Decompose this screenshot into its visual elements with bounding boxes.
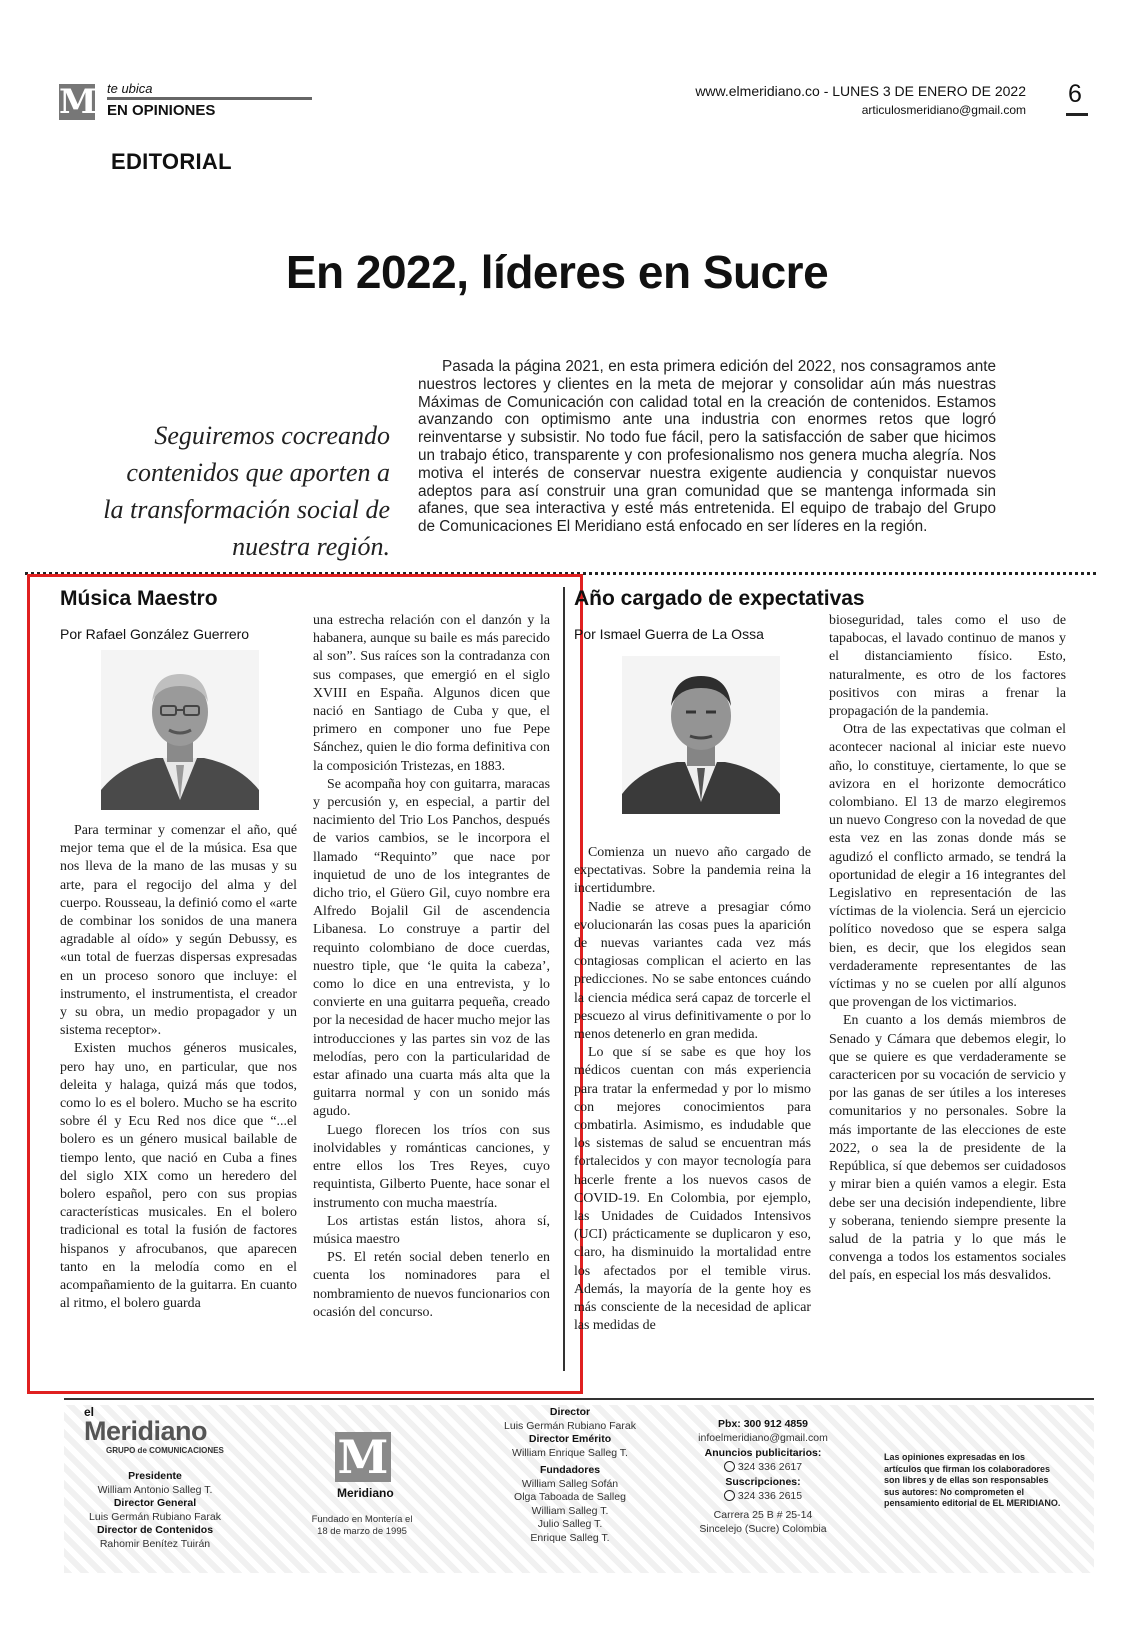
director-emerito-name: William Enrique Salleg T. [512, 1446, 628, 1459]
column1-byline: Por Rafael González Guerrero [60, 626, 250, 642]
column1-text-left [60, 822, 297, 1313]
paragraph: Los artistas están listos, ahora sí, música maestro [313, 1213, 550, 1247]
column-divider [563, 587, 565, 1371]
column2-text-right [829, 612, 1066, 1286]
paragraph: En cuanto a los demás miembros de Senado y Cámara que debemos elegir, lo que se quiere es que verdaderamente se caractericen por su vocación de servicio y por las ganas de ser útiles a los intereses comunitarios y no personales. Sobre la más importante de las elecciones de este 2022, o sea la de presidente de la República, sí que debemos ser cuidadosos y mirar bien a quién vamos a elegir. Esta debe ser una decisión independiente, libre y soberana, teniendo siempre presente la salud de la patria y lo que más le convenga a todos los estamentos sociales del país, en especial los más desvalidos. [829, 1013, 1066, 1284]
anuncios-phone: 324 336 2617 [737, 1460, 803, 1473]
fundador: William Salleg Sofán [521, 1477, 619, 1490]
footer-rule [64, 1398, 1094, 1400]
logo-footer-name: Meridiano [337, 1486, 394, 1500]
author-photo-guerra [622, 656, 780, 814]
fundador: Julio Salleg T. [537, 1518, 603, 1530]
paragraph: Existen muchos géneros musicales, pero hay uno, en particular, que nos deleita y halaga, quizá más que todos, como lo es el bolero. Mucho se ha escrito sobre él y Ecu Red nos dice que “...el bolero es un género musical bailable de tiempo lento, que nació en Cuba a fines del siglo XIX como un heredero del bolero español, pero con sus propias características musicales. En el bolero tradicional es total la fusión de factores hispanos y afrocubanos, que aparecen tanto en la melodía como en el acompañamiento de la guitarra. En cuanto al ritmo, el bolero guarda [60, 1041, 297, 1312]
dateline: www.elmeridiano.co - LUNES 3 DE ENERO DE 2022 [695, 83, 1026, 99]
presidente-name: William Antonio Salleg T. [97, 1483, 213, 1496]
whatsapp-icon [724, 1461, 735, 1472]
contact-email: infoelmeridiano@gmail.com [698, 1431, 828, 1444]
suscripciones-phone: 324 336 2615 [737, 1489, 803, 1502]
en-opiniones-label: EN OPINIONES [107, 102, 216, 119]
paragraph: Se acompaña hoy con guitarra, maracas y percusión y, en especial, a partir del nacimiento del Trio Los Panchos, después de varios cambios, se le incorpora el llamado “Requinto” que nace por inquietud de uno de los integrantes de dicho trio, el Güero Gil, cuyo nombre era Alfredo Bojalil Gil de ascendencia Libanesa. Lo construye a partir del requinto colombiano de doce cuerdas, nuestro tiple, que ‘le quita la cabeza’, como lo dice en una entrevista, y lo convierte en una guitarra pequeña, creado por la necesidad de hacer mucho mejor las introducciones y las partes sin voz de las melodías, pero con la particularidad de estar afinado una cuarta más alta que la guitarra normal y con un sonido más agudo. [313, 776, 550, 1120]
column2-title: Año cargado de expectativas [574, 587, 865, 610]
director-contenidos-name: Rahomir Benítez Tuirán [99, 1537, 211, 1550]
city: Sincelejo (Sucre) Colombia [699, 1522, 827, 1535]
page-number: 6 [1068, 80, 1082, 108]
column1-text-right [313, 612, 550, 1322]
footer-disclaimer: Las opiniones expresadas en los artículos que firman los colaboradores son libres y de ellas son responsables sus autores: No comprometen el pensamiento editorial de EL MERIDIANO. [884, 1452, 1061, 1508]
te-ubica-label: te ubica [107, 81, 153, 96]
column2-byline: Por Ismael Guerra de La Ossa [574, 626, 764, 642]
paragraph: PS. El retén social deben tenerlo en cuenta los nominadores para el nombramiento de nuevos funcionarios con ocasión del concurso. [313, 1250, 550, 1320]
fundado-text: Fundado en Montería el 18 de marzo de 1995 [311, 1514, 413, 1537]
paragraph: Comienza un nuevo año cargado de expectativas. Sobre la pandemia reina la incertidumbre. [574, 845, 811, 897]
section-title: EDITORIAL [111, 149, 232, 174]
footer-staff-center [475, 1406, 665, 1545]
director-label: Director [549, 1406, 591, 1418]
paragraph: Lo que sí se sabe es que hoy los médicos cuentan con más experiencia para tratar la enfermedad y por lo mismo con mejores conocimientos para combatirla. Asimismo, es indudable que los sistemas de salud se encuentran más fortalecidos y con mayor tecnología para hacerle frente a los nuevos casos de COVID-19. En Colombia, por ejemplo, las Unidades de Cuidados Intensivos (UCI) prácticamente se duplicaron y eso, claro, ha disminuido la mortalidad entre los afectados por el temible virus. Además, la mayoría de la gente hoy es más consciente de la necesidad de aplicar las medidas de [574, 1045, 811, 1334]
fundador: William Salleg T. [531, 1504, 609, 1517]
address: Carrera 25 B # 25-14 [713, 1509, 813, 1521]
director-general-label: Director General [113, 1497, 197, 1509]
author-photo-gonzalez [101, 650, 259, 810]
paragraph: Para terminar y comenzar el año, qué mejor tema que el de la música. Esa que nos lleva de la mano de las musas y su arte, para el regocijo del alma y del cuerpo. Rousseau, la definió como el «arte de combinar los sonidos de una manera agradable al oído» y según Debussy, es «un total de fuerzas dispersas expresadas en un proceso sonoro que incluye: el instrumento, el instrumentista, el creador y su obra, un medio propagador y un sistema receptor». [60, 823, 297, 1039]
fundador: Olga Taboada de Salleg [514, 1491, 626, 1503]
paragraph: una estrecha relación con el danzón y la habanera, aunque su baile es más parecido al son”. Sus raíces son la contradanza con sus compases, que emergió en el siglo XVIII en España. Algunos dicen que nació en Santiago de Cuba y que, el primero en componer uno fue Pepe Sánchez, quien le dio forma definitiva con la composición Tristezas, en 1883. [313, 613, 550, 774]
paragraph: bioseguridad, tales como el uso de tapabocas, el lavado continuo de manos y el distanciamiento físico. Esto, naturalmente, es otro de los factores positivos con miras a frenar la propagación de la pandemia. [829, 613, 1066, 720]
paragraph: Nadie se atreve a presagiar cómo evolucionarán las cosas pues la aparición de nuevas variantes cada vez más contagiosas complican el acierto en las predicciones. No se sabe entonces cuándo la ciencia médica será capaz de torcerle el pescuezo al virus definitivamente o por lo menos detenerlo en gran medida. [574, 899, 811, 1043]
fundador: Enrique Salleg T. [530, 1531, 610, 1544]
column2-text-left [574, 844, 811, 1335]
director-general-name: Luis Germán Rubiano Farak [89, 1510, 221, 1523]
suscripciones-label: Suscripciones: [725, 1476, 801, 1488]
page-number-rule [1066, 113, 1088, 116]
director-name: Luis Germán Rubiano Farak [504, 1419, 636, 1432]
header-email: articulosmeridiano@gmail.com [861, 103, 1026, 117]
anuncios-label: Anuncios publicitarios: [704, 1447, 822, 1459]
director-emerito-label: Director Emérito [528, 1433, 612, 1445]
pbx: Pbx: 300 912 4859 [718, 1418, 808, 1430]
director-contenidos-label: Director de Contenidos [96, 1524, 214, 1536]
whatsapp-icon [724, 1490, 735, 1501]
column1-title: Música Maestro [60, 587, 218, 610]
header-rule [107, 97, 312, 100]
footer-brand-name: Meridiano [84, 1416, 208, 1446]
editorial-headline: En 2022, líderes en Sucre [285, 246, 829, 298]
paragraph: Otra de las expectativas que colman el acontecer nacional al iniciar este nuevo año, lo constituye, ciertamente, lo que se avizora en el horizonte democrático colombiano. El 13 de marzo elegiremos un nuevo Congreso con la novedad de que esta vez en las zonas donde más se agudizó el conflicto armado, se tendrá la oportunidad de elegir a 16 integrantes del Legislativo en representación de las víctimas de la violencia. Será un ejercicio político novedoso que se espera salga bien, es decir, que los elegidos sean verdaderamente representantes de las víctimas y no se cuelen por allí algunos que provengan de los victimarios. [829, 722, 1066, 1011]
footer-contact [673, 1418, 853, 1536]
footer-brand-el: el [84, 1405, 95, 1419]
pull-quote: Seguiremos cocreando contenidos que aporten a la transformación social de nuestra región. [103, 421, 390, 561]
footer-staff-left [60, 1470, 250, 1551]
meridiano-logo: M [59, 82, 97, 122]
paragraph: Luego florecen los tríos con sus inolvidables y románticas canciones, y entre ellos los Tres Reyes, cuyo requintista, Gilberto Puente, hace sonar el instrumento con mucha maestría. [313, 1122, 550, 1211]
presidente-label: Presidente [128, 1470, 182, 1482]
editorial-body: Pasada la página 2021, en esta primera edición del 2022, nos consagramos ante nuestros lectores y clientes en la meta de mejorar y consolidar aún más nuestras Máximas de Comunicación con calidad total en la creación de contenidos. Estamos avanzando con optimismo ante una industria con enormes retos que logró reinventarse y subsistir. No todo fue fácil, pero la satisfacción de saber que hicimos un trabajo ético, transparente y con profesionalismo nos genera mucha alegría. Nos motiva el interés de conservar nuestra exigente audiencia y conquistar nuevos adeptos para así construir una gran comunidad que se mantenga informada sin afanes, que sea interactiva y esté más entretenida. El equipo de trabajo del Grupo de Comunicaciones El Meridiano está enfocado en ser líderes en la región. [418, 358, 996, 536]
fundadores-label: Fundadores [539, 1464, 601, 1476]
footer-brand-sub: GRUPO de COMUNICACIONES [106, 1446, 224, 1455]
meridiano-logo-footer: M [335, 1432, 391, 1482]
